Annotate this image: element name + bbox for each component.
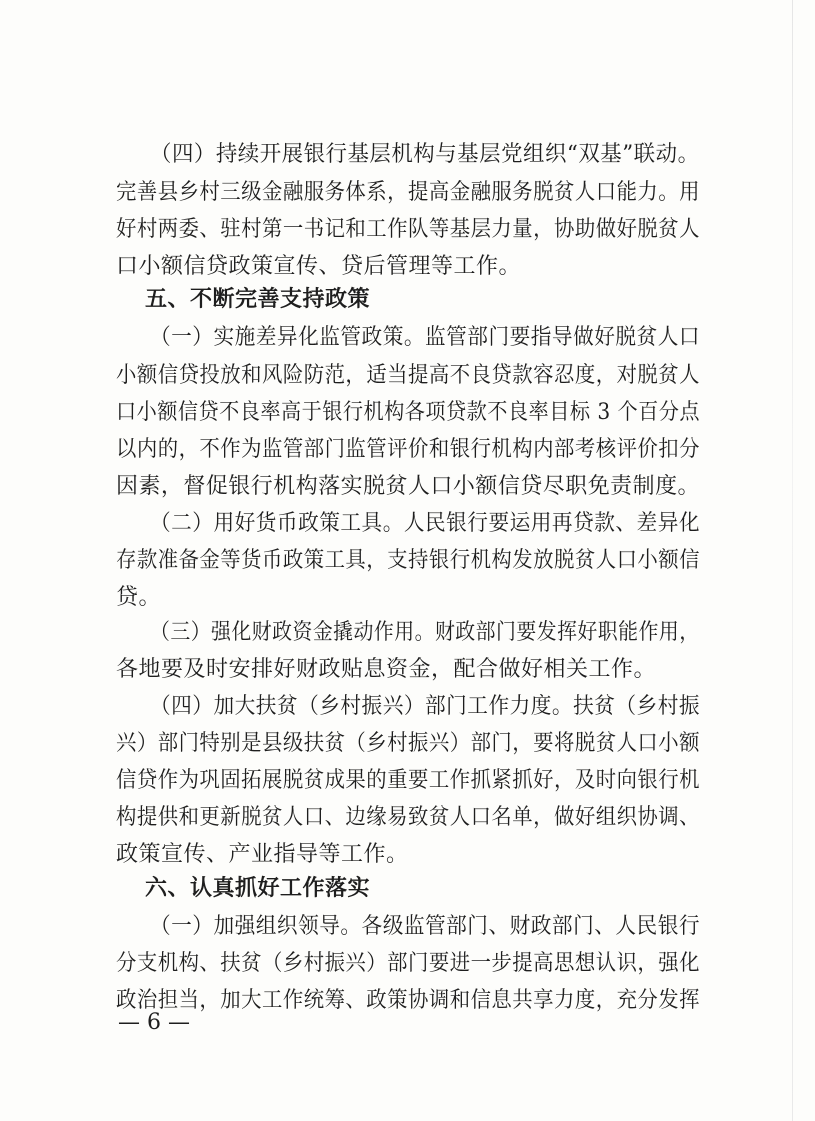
body-line: （一）加强组织领导。各级监管部门、财政部门、人民银行 [150, 914, 701, 939]
body-line: 政策宣传、产业指导等工作。 [116, 842, 409, 867]
body-line: （二）用好货币政策工具。人民银行要运用再贷款、差异化 [150, 511, 701, 536]
body-line: （一）实施差异化监管政策。监管部门要指导做好脱贫人口 [150, 325, 701, 350]
body-line: 分支机构、扶贫（乡村振兴）部门要进一步提高思想认识，强化 [116, 951, 701, 976]
body-line: 口小额信贷不良率高于银行机构各项贷款不良率目标 3 个百分点 [116, 400, 700, 425]
page-number: — 6 — [118, 1010, 190, 1035]
body-line: （四）持续开展银行基层机构与基层党组织“双基”联动。 [150, 142, 700, 167]
body-line: 完善县乡村三级金融服务体系，提高金融服务脱贫人口能力。用 [116, 180, 701, 205]
body-line: （三）强化财政资金撬动作用。财政部门要发挥好职能作用， [150, 620, 700, 645]
body-line: 兴）部门特别是县级扶贫（乡村振兴）部门，要将脱贫人口小额 [116, 731, 701, 756]
body-line: 各地要及时安排好财政贴息资金，配合做好相关工作。 [116, 657, 657, 682]
body-line: 贷。 [116, 585, 162, 610]
body-line: 政治担当，加大工作统筹、政策协调和信息共享力度，充分发挥 [116, 988, 701, 1013]
body-line: 因素，督促银行机构落实脱贫人口小额信贷尽职免责制度。 [116, 474, 701, 499]
body-line: 构提供和更新脱贫人口、边缘易致贫人口名单，做好组织协调、 [116, 805, 701, 830]
body-line: 以内的，不作为监管部门监管评价和银行机构内部考核评价扣分 [116, 437, 701, 462]
body-line: （四）加大扶贫（乡村振兴）部门工作力度。扶贫（乡村振 [150, 694, 701, 719]
body-line: 口小额信贷政策宣传、贷后管理等工作。 [116, 254, 522, 279]
scan-edge-shadow [792, 0, 793, 1121]
body-line: 小额信贷投放和风险防范，适当提高不良贷款容忍度，对脱贫人 [116, 363, 701, 388]
body-line: 存款准备金等货币政策工具，支持银行机构发放脱贫人口小额信 [116, 548, 701, 573]
body-line: 好村两委、驻村第一书记和工作队等基层力量，协助做好脱贫人 [116, 217, 701, 242]
section-heading-6: 六、认真抓好工作落实 [145, 876, 371, 901]
body-line: 信贷作为巩固拓展脱贫成果的重要工作抓紧抓好，及时向银行机 [116, 768, 701, 793]
section-heading-5: 五、不断完善支持政策 [145, 287, 371, 312]
